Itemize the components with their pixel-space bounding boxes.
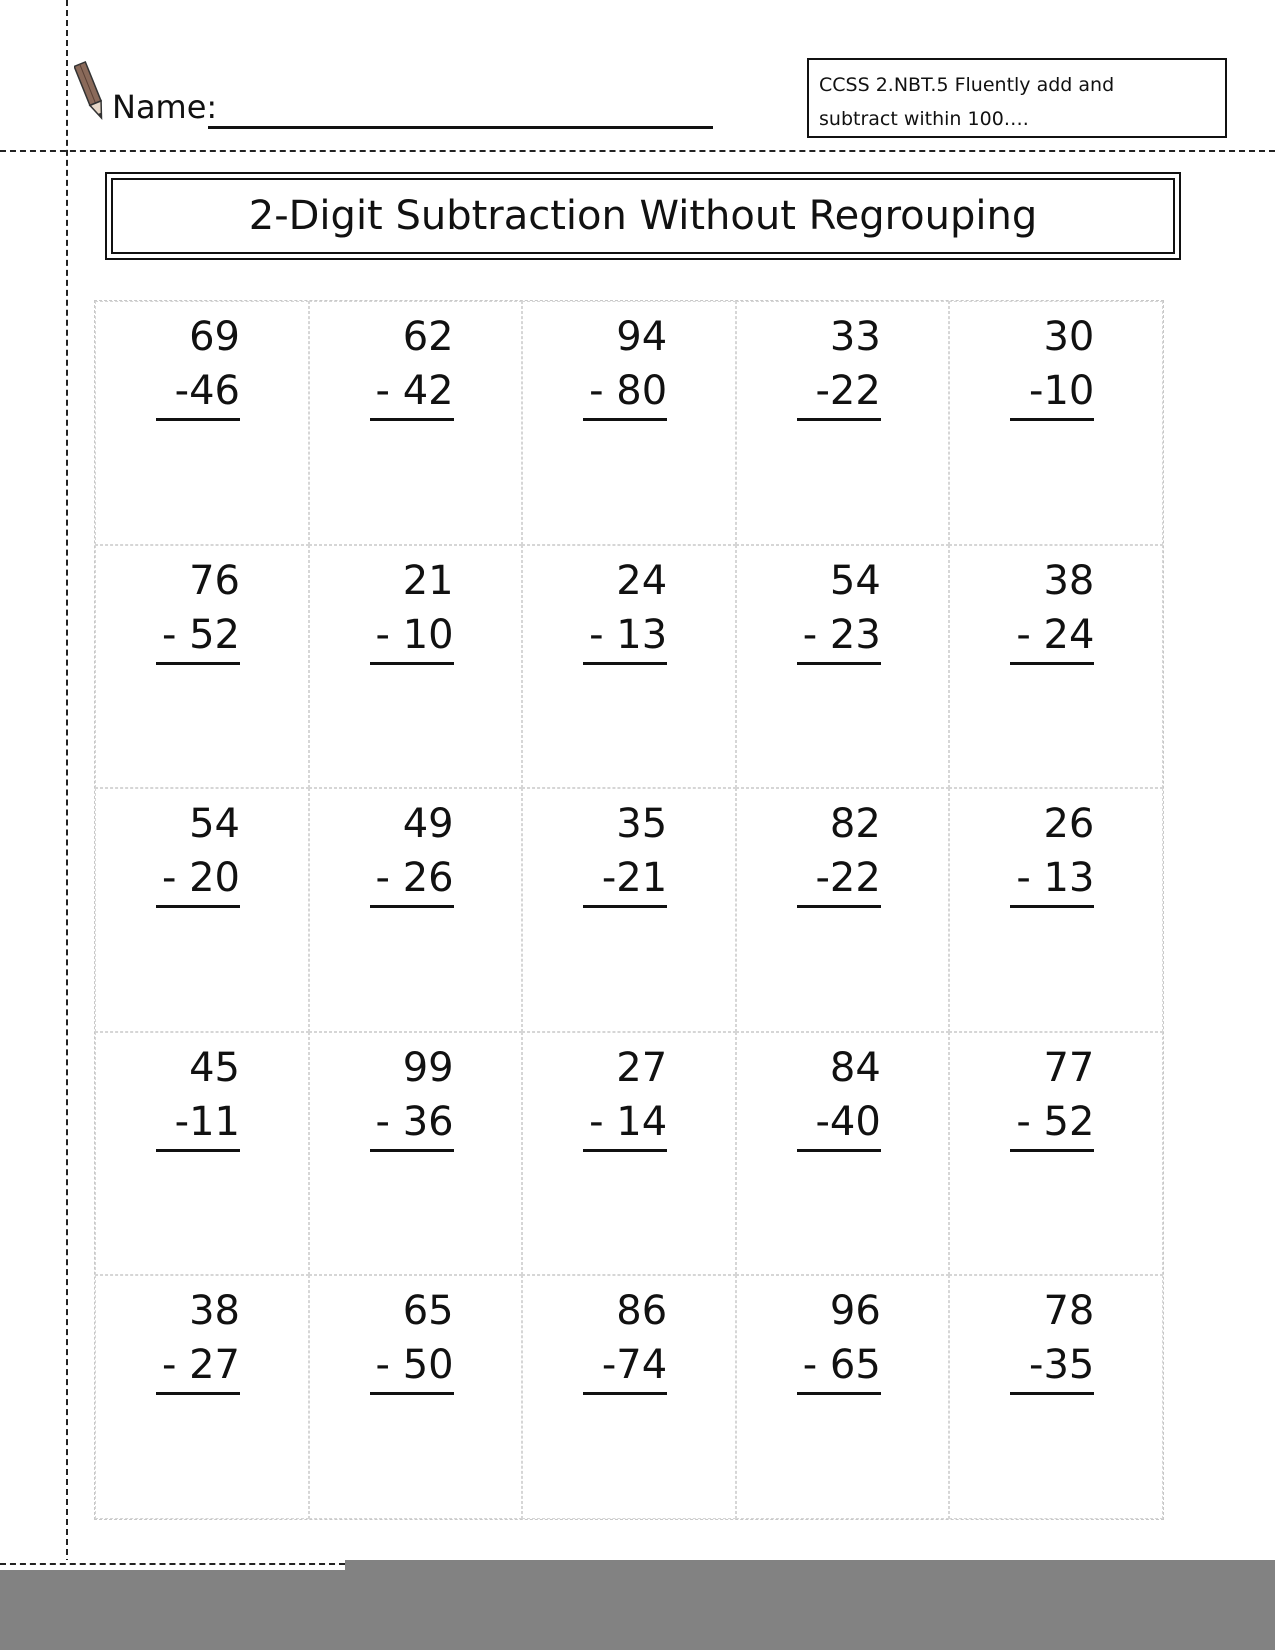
problem-cell[interactable] bbox=[736, 1032, 950, 1276]
subtraction-problem bbox=[370, 554, 454, 665]
standard-text-line1: CCSS 2.NBT.5 Fluently add and bbox=[819, 74, 1115, 96]
minuend: 86 bbox=[616, 1288, 668, 1335]
cut-line-horizontal bbox=[0, 150, 1275, 152]
subtrahend: -46 bbox=[156, 364, 240, 421]
subtrahend: -10 bbox=[1010, 364, 1094, 421]
standard-box bbox=[807, 58, 1227, 138]
subtrahend: - 10 bbox=[370, 608, 454, 665]
minuend: 27 bbox=[616, 1044, 668, 1091]
minuend: 62 bbox=[402, 314, 454, 360]
minuend: 77 bbox=[1043, 1044, 1095, 1091]
problem-cell[interactable] bbox=[309, 301, 523, 545]
minuend: 38 bbox=[1043, 557, 1095, 604]
problem-cell[interactable] bbox=[309, 1275, 523, 1519]
subtraction-problem bbox=[583, 310, 667, 421]
subtraction-problem bbox=[1010, 797, 1094, 908]
problem-cell[interactable] bbox=[95, 545, 309, 789]
minuend: 84 bbox=[829, 1044, 881, 1091]
subtraction-problem bbox=[797, 554, 881, 665]
subtrahend: - 65 bbox=[797, 1338, 881, 1395]
title-box bbox=[105, 172, 1181, 260]
minuend: 65 bbox=[402, 1288, 454, 1335]
problem-cell[interactable] bbox=[95, 301, 309, 545]
subtraction-problem bbox=[1010, 1041, 1094, 1152]
subtraction-problem bbox=[1010, 554, 1094, 665]
subtraction-problem bbox=[156, 1041, 240, 1152]
subtraction-problem bbox=[370, 310, 454, 421]
minuend: 94 bbox=[616, 314, 668, 360]
minuend: 30 bbox=[1043, 314, 1095, 360]
problem-cell[interactable] bbox=[522, 788, 736, 1032]
subtrahend: - 24 bbox=[1010, 608, 1094, 665]
minuend: 49 bbox=[402, 801, 454, 848]
problem-cell[interactable] bbox=[522, 1275, 736, 1519]
problem-cell[interactable] bbox=[949, 301, 1163, 545]
problem-cell[interactable] bbox=[949, 545, 1163, 789]
pencil-icon bbox=[74, 58, 108, 126]
subtrahend: - 23 bbox=[797, 608, 881, 665]
minuend: 38 bbox=[189, 1288, 240, 1335]
subtraction-problem bbox=[156, 554, 240, 665]
subtrahend: -11 bbox=[156, 1095, 240, 1152]
problem-cell[interactable] bbox=[736, 1275, 950, 1519]
subtrahend: - 42 bbox=[370, 364, 454, 421]
problem-cell[interactable] bbox=[949, 788, 1163, 1032]
problem-cell[interactable] bbox=[95, 1275, 309, 1519]
problem-cell[interactable] bbox=[736, 545, 950, 789]
problem-cell[interactable] bbox=[309, 1032, 523, 1276]
minuend: 76 bbox=[189, 557, 240, 604]
minuend: 99 bbox=[402, 1044, 454, 1091]
subtrahend: -74 bbox=[583, 1338, 667, 1395]
problem-cell[interactable] bbox=[95, 788, 309, 1032]
problem-cell[interactable] bbox=[522, 301, 736, 545]
subtrahend: - 20 bbox=[156, 851, 240, 908]
subtraction-problem bbox=[156, 1284, 240, 1395]
name-field[interactable] bbox=[208, 126, 713, 129]
minuend: 26 bbox=[1043, 801, 1095, 848]
subtrahend: - 36 bbox=[370, 1095, 454, 1152]
subtrahend: - 80 bbox=[583, 364, 667, 421]
subtrahend: -40 bbox=[797, 1095, 881, 1152]
page-bottom-band bbox=[0, 1560, 1275, 1650]
subtraction-problem bbox=[370, 797, 454, 908]
subtraction-problem bbox=[370, 1284, 454, 1395]
subtraction-problem bbox=[583, 1284, 667, 1395]
subtraction-problem bbox=[1010, 310, 1094, 421]
problem-cell[interactable] bbox=[309, 545, 523, 789]
subtraction-problem bbox=[1010, 1284, 1094, 1395]
subtrahend: -21 bbox=[583, 851, 667, 908]
subtraction-problem bbox=[583, 1041, 667, 1152]
minuend: 54 bbox=[829, 557, 881, 604]
subtraction-problem bbox=[583, 554, 667, 665]
subtrahend: - 52 bbox=[156, 608, 240, 665]
subtrahend: - 26 bbox=[370, 851, 454, 908]
name-label: Name: bbox=[112, 88, 218, 126]
problem-cell[interactable] bbox=[522, 1032, 736, 1276]
page-title: 2-Digit Subtraction Without Regrouping bbox=[111, 178, 1175, 254]
problem-cell[interactable] bbox=[309, 788, 523, 1032]
minuend: 21 bbox=[402, 557, 454, 604]
subtrahend: - 14 bbox=[583, 1095, 667, 1152]
minuend: 54 bbox=[189, 801, 240, 848]
minuend: 45 bbox=[189, 1044, 240, 1091]
cut-line-vertical bbox=[66, 0, 68, 1565]
subtrahend: - 27 bbox=[156, 1338, 240, 1395]
subtraction-problem bbox=[797, 1284, 881, 1395]
subtraction-problem bbox=[583, 797, 667, 908]
subtraction-problem bbox=[156, 797, 240, 908]
minuend: 96 bbox=[829, 1288, 881, 1335]
minuend: 78 bbox=[1043, 1288, 1095, 1335]
problem-cell[interactable] bbox=[949, 1032, 1163, 1276]
problem-cell[interactable] bbox=[522, 545, 736, 789]
minuend: 82 bbox=[829, 801, 881, 848]
subtrahend: -35 bbox=[1010, 1338, 1094, 1395]
problem-grid bbox=[94, 300, 1164, 1520]
subtraction-problem bbox=[797, 797, 881, 908]
subtraction-problem bbox=[797, 1041, 881, 1152]
standard-text-line2: subtract within 100…. bbox=[819, 108, 1029, 130]
minuend: 69 bbox=[189, 314, 240, 360]
subtraction-problem bbox=[156, 310, 240, 421]
subtraction-problem bbox=[370, 1041, 454, 1152]
subtrahend: -22 bbox=[797, 851, 881, 908]
problem-cell[interactable] bbox=[736, 301, 950, 545]
minuend: 33 bbox=[829, 314, 881, 360]
subtrahend: - 13 bbox=[1010, 851, 1094, 908]
minuend: 24 bbox=[616, 557, 668, 604]
subtrahend: -22 bbox=[797, 364, 881, 421]
subtrahend: - 52 bbox=[1010, 1095, 1094, 1152]
problem-cell[interactable] bbox=[736, 788, 950, 1032]
minuend: 35 bbox=[616, 801, 668, 848]
problem-cell[interactable] bbox=[949, 1275, 1163, 1519]
subtrahend: - 50 bbox=[370, 1338, 454, 1395]
problem-cell[interactable] bbox=[95, 1032, 309, 1276]
subtrahend: - 13 bbox=[583, 608, 667, 665]
page-bottom-notch bbox=[0, 1560, 345, 1570]
subtraction-problem bbox=[797, 310, 881, 421]
cut-line-bottom bbox=[0, 1563, 345, 1565]
